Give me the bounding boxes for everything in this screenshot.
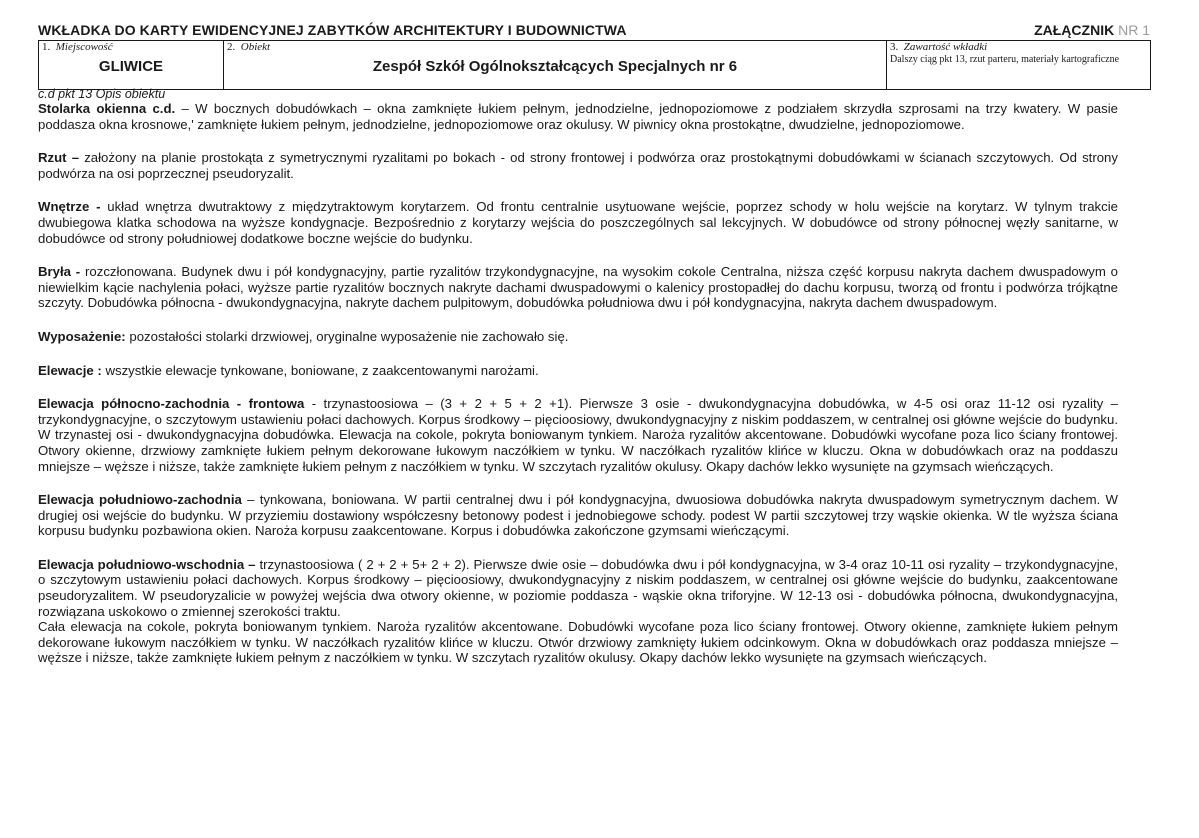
paragraph-interior (38, 199, 1118, 246)
paragraph-text: trzynastoosiowa ( 2 + 2 + 5+ 2 + 2). Pierwsze dwie osie – dobudówka dwu i pół kondygnacyjna, w 3-4 oraz 10-11 osi ryzality – trzykondygnacyjne, o szczytowym ustawieniu połaci dachowych. Korpus środkowy – pięcioosiowy, dwukondygnacyjny z niskim poddaszem, w centralnej osi główne wejście do budynku, zaakcentowane pseudoryzalitem. W pseudoryzalicie w powyżej wejścia dwa otwory okienne, w poziomie poddasza - wąskie okna triforyjne. W 12-13 osi - dobudówka północna, dwukondygnacyjna, rozwiązana uskokowo o zmiennej szerokości traktu. (38, 556, 1118, 619)
paragraph-term: Wyposażenie: (38, 328, 126, 344)
paragraph-equipment (38, 329, 1118, 345)
annex-label (1034, 22, 1150, 38)
paragraph-text: – tynkowana, boniowana. W partii centralnej dwu i pół kondygnacyjna, dwuosiowa dobudówka nakryta dwuspadowym symetrycznym dachem. W drugiej osi wejście do budynku. W przyziemiu dostawiony współczesny betonowy podest i jednobiegowe schody. podest W partii szczytowej trzy wąskie okienka. W tle wyższa ściana korpusu budynku pozbawiona okien. Naroża korpusu zaakcentowane. Korpus i dobudówka zakończone gzymsami wieńczącymi. (38, 492, 1118, 539)
paragraph-elevation-se (38, 557, 1118, 666)
insert-contents-value: Dalszy ciąg pkt 13, rzut parteru, materiały kartograficzne (890, 54, 1120, 65)
paragraph-term: Elewacja południowo-wschodnia – (38, 556, 256, 572)
paragraph-text: pozostałości stolarki drzwiowej, oryginalne wyposażenie nie zachowało się. (125, 328, 569, 344)
locality-value: GLIWICE (98, 58, 164, 75)
paragraph-term: Wnętrze - (38, 199, 101, 215)
paragraph-term: Bryła - (38, 264, 81, 280)
object-cell (224, 41, 887, 90)
paragraph-text: - trzynastoosiowa – (3 + 2 + 5 + 2 +1). Pierwsze 3 osie - dwukondygnacyjna dobudówka, w 4-5 osi oraz 11-12 osi ryzality – trzykondygnacyjne, o szczytowym ustawieniu połaci dachowych. Korpus środkowy – pięcioosiowy, dwukondygnacyjny z niskim poddaszem, w centralnej osi główne wejście do budynku. W trzynastej osi - dwukondygnacyjna dobudówka. Elewacja na cokole, pokryta boniowanym tynkiem. Naroża ryzalitów akcentowane. Dobudówki wycofane poza lico ściany frontowej. Otwory okienne, drzwiowy zamknięte łukiem pełnym dekorowane łukowym naczółkiem w tynku. W naczółkach ryzalitów klińce w kluczu. Okna w dobudówkach oraz na poddaszu mniejsze – węższe i niższe, także zamknięte łukiem pełnym z naczółkiem w tynku. W szczytach ryzalitów okulusy. Okapy dachów lekko wysunięte na gzymsach wieńczących. (38, 396, 1118, 474)
insert-contents-cell (887, 41, 1151, 90)
paragraph-term: Rzut – (38, 150, 80, 166)
paragraph-massing (38, 264, 1118, 311)
paragraph-plan (38, 150, 1118, 181)
section-heading: c.d pkt 13 Opis obiektu (38, 87, 166, 101)
annex-label-text: ZAŁĄCZNIK (1034, 22, 1115, 38)
paragraph-term: Stolarka okienna c.d. (38, 101, 176, 116)
paragraph-term: Elewacja południowo-zachodnia (38, 492, 242, 508)
paragraph-term: Elewacja północno-zachodnia - frontowa (38, 396, 305, 412)
paragraph-text-continued: Cała elewacja na cokole, pokryta boniowanym tynkiem. Naroża ryzalitów akcentowane. Dobudówki wycofane poza lico ściany frontowej. Otwory okienne, zamknięte łukiem pełnym dekorowane łukowym naczółkiem w tynku. W naczółkach ryzalitów klińce w kluczu. Otwór drzwiowy zamknięty łukiem odcinkowym. Okna w dobudówkach oraz poddasza mniejsze – węższe i niższe, także zamknięte łukiem pełnym z naczółkiem w tynku. W szczytach ryzalitów okulusy. Okapy dachów lekko wysunięte na gzymsach wieńczących. (38, 619, 1118, 666)
paragraph-window-joinery (38, 101, 1118, 132)
form-title: WKŁADKA DO KARTY EWIDENCYJNEJ ZABYTKÓW ARCHITEKTURY I BUDOWNICTWA (38, 22, 627, 38)
description-content (38, 88, 1118, 666)
header-fields-table (38, 40, 1151, 90)
paragraph-text: założony na planie prostokąta z symetrycznymi ryzalitami po bokach - od strony frontowej i podwórza oraz prostokątnymi dobudówkami w ścianach szczytowych. Od strony podwórza na osi poprzecznej pseudoryzalit. (38, 150, 1118, 181)
paragraph-term: Elewacje : (38, 362, 102, 378)
locality-label: 1. Miejscowość (42, 41, 113, 53)
header-line (38, 22, 1150, 40)
locality-cell (39, 41, 224, 90)
insert-contents-label: 3. Zawartość wkładki (890, 41, 988, 53)
paragraph-elevations (38, 363, 1118, 379)
paragraph-text: – W bocznych dobudówkach – okna zamknięte łukiem pełnym, jednodzielne, jednopoziomowe z podziałem skrzydła szprosami na trzy kwatery. W pasie poddasza okna krosnowe,' zamknięte łukiem pełnym, jednodzielne, jednopoziomowe oraz okulusy. W piwnicy okna prostokątne, dwudzielne, jednopoziomowe. (38, 101, 1118, 132)
paragraph-elevation-sw (38, 492, 1118, 539)
paragraph-text: wszystkie elewacje tynkowane, boniowane, z zaakcentowanymi narożami. (101, 362, 539, 378)
paragraph-text: rozczłonowana. Budynek dwu i pół kondygnacyjny, partie ryzalitów trzykondygnacyjne, na wysokim cokole Centralna, niższa część korpusu nakryta dachem dwuspadowym o niewielkim kącie nachylenia połaci, wyższe partie ryzalitów bocznych nakryte dachami dwuspadowymi o kalenicy prostopadłej do dachu korpusu, tworzą od frontu i podwórza trójkątne szczyty. Dobudówka północna - dwukondygnacyjna, nakryte dachem pulpitowym, dobudówka południowa dwu i pół kondygnacyjna, nakryta dachem dwuspadowym. (38, 264, 1118, 311)
paragraph-elevation-nw (38, 396, 1118, 474)
paragraph-text: układ wnętrza dwutraktowy z międzytraktowym korytarzem. Od frontu centralnie usytuowane wejście, poprzez schody w holu wejście na korytarz. W tylnym trakcie dwubiegowa klatka schodowa na wyższe kondygnacje. Bezpośrednio z korytarzy wejścia do poszczególnych sal lekcyjnych. W dobudówce od strony północnej węzły sanitarne, w dobudówce od strony południowej dodatkowe boczne wejście do budynku. (38, 199, 1119, 246)
annex-number: NR 1 (1118, 22, 1150, 38)
object-label: 2. Obiekt (227, 41, 271, 53)
object-value: Zespół Szkół Ogólnokształcących Specjalnych nr 6 (372, 58, 738, 75)
